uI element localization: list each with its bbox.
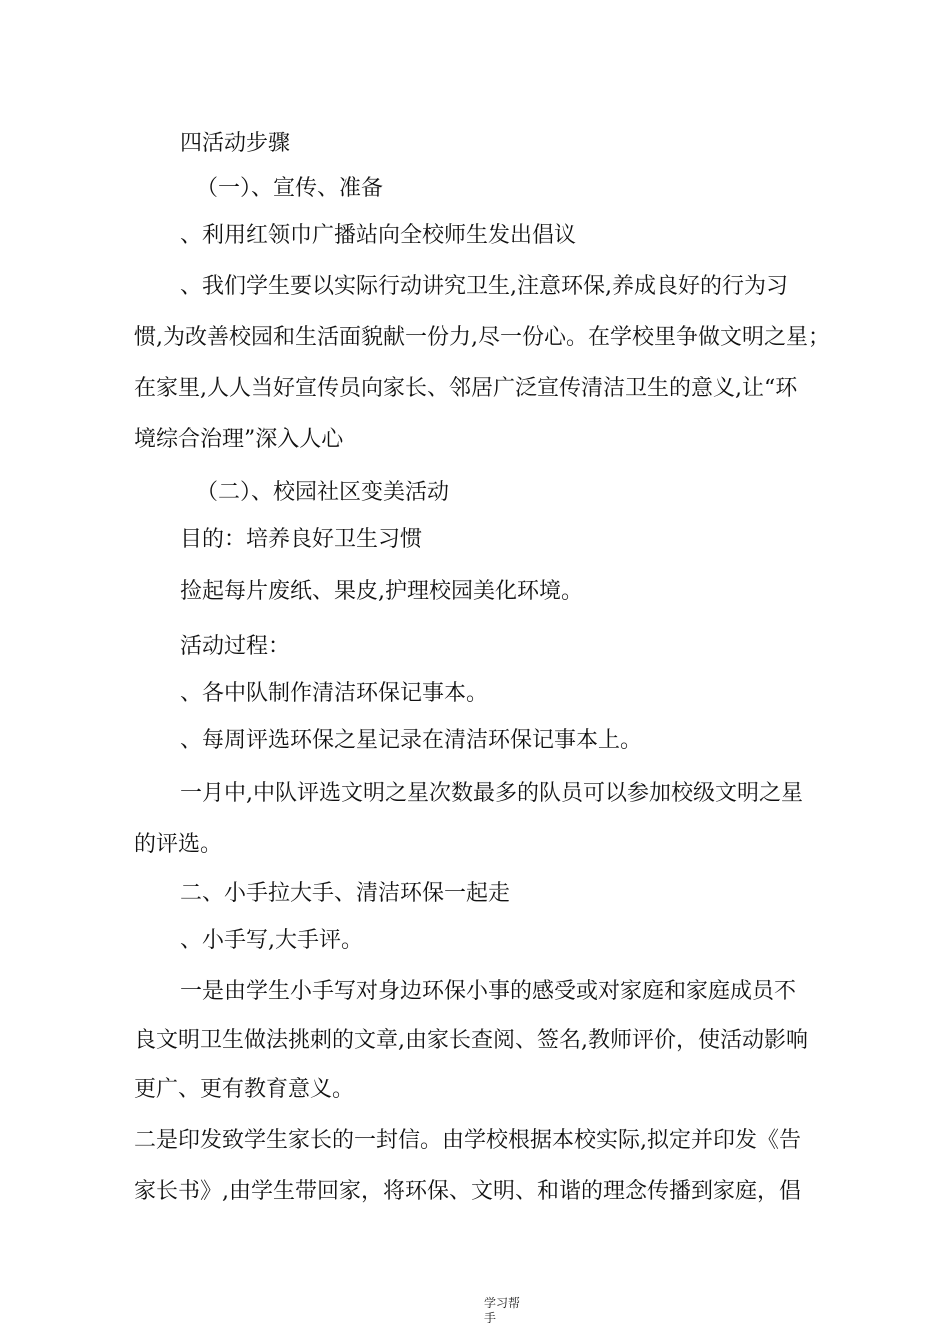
paragraph-line: 、我们学生要以实际行动讲究卫生,注意环保,养成良好的行为习 — [180, 274, 788, 299]
page-footer — [484, 1296, 544, 1326]
section-heading: 二、小手拉大手、清洁环保一起走 — [180, 881, 511, 906]
paragraph-line: 、小手写,大手评。 — [180, 928, 363, 953]
paragraph-line: 活动过程： — [180, 634, 291, 659]
paragraph-line: 的评选。 — [134, 832, 223, 857]
paragraph-line: 、各中队制作清洁环保记事本。 — [180, 681, 489, 706]
paragraph-line: 家长书》,由学生带回家，将环保、文明、和谐的理念传播到家庭，倡 — [134, 1179, 801, 1204]
paragraph-line: 、每周评选环保之星记录在清洁环保记事本上。 — [180, 728, 643, 753]
subsection-heading: （一）、宣传、准备 — [196, 176, 384, 201]
paragraph-line: 一是由学生小手写对身边环保小事的感受或对家庭和家庭成员不 — [180, 979, 797, 1004]
paragraph-line: 目的：培养良好卫生习惯 — [180, 527, 423, 552]
paragraph-line: 境综合治理”深入人心 — [134, 427, 344, 452]
paragraph-line: 惯,为改善校园和生活面貌献一份力,尽一份心。在学校里争做文明之星； — [134, 325, 830, 350]
paragraph-line: 在家里,人人当好宣传员向家长、邻居广泛宣传清洁卫生的意义,让“环 — [134, 376, 798, 401]
paragraph-line: 更广、更有教育意义。 — [134, 1077, 355, 1102]
section-heading: 四活动步骤 — [180, 131, 291, 156]
paragraph-line: 二是印发致学生家长的一封信。由学校根据本校实际,拟定并印发《告 — [134, 1128, 801, 1153]
paragraph-line: 良文明卫生做法挑刺的文章,由家长查阅、签名,教师评价，使活动影响 — [134, 1028, 808, 1053]
paragraph-line: 、利用红领巾广播站向全校师生发出倡议 — [180, 223, 577, 248]
footer-text: 学习帮 — [484, 1296, 521, 1310]
footer-text: 手 — [484, 1311, 497, 1325]
subsection-heading: （二）、校园社区变美活动 — [196, 480, 450, 505]
paragraph-line: 捡起每片废纸、果皮,护理校园美化环境。 — [180, 579, 583, 604]
paragraph-line: 一月中,中队评选文明之星次数最多的队员可以参加校级文明之星 — [180, 781, 803, 806]
